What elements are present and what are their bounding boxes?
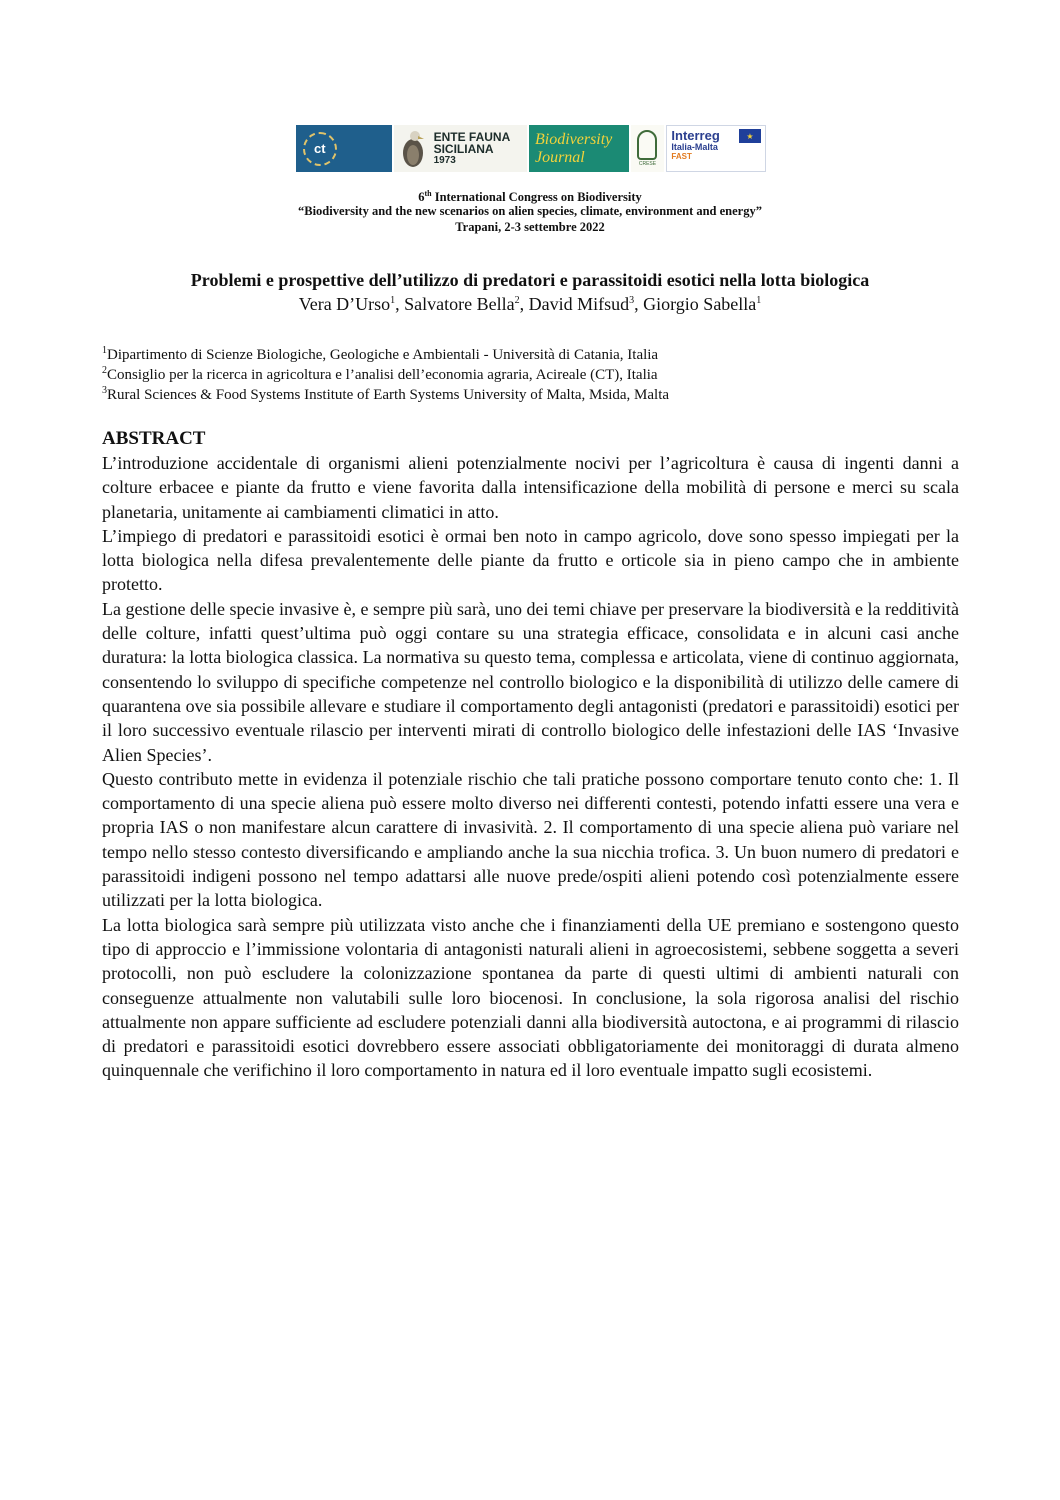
catania-university-logo: [296, 125, 392, 172]
author-separator: ,: [519, 294, 529, 314]
fauna-logo-text: [434, 131, 511, 167]
fauna-line-1: ENTE FAUNA: [433, 129, 511, 144]
biodiversity-journal-logo: [529, 125, 629, 172]
author-name: David Mifsud: [528, 294, 630, 314]
affiliation-text: Rural Sciences & Food Systems Institute of Earth Systems University of Malta, Msida, Malta: [107, 387, 670, 403]
paper-title: Problemi e prospettive dell’utilizzo di predatori e parassitoidi esotici nella lotta biologica: [190, 270, 870, 290]
author-affiliation-mark: 1: [390, 295, 396, 306]
affiliation-3: [102, 381, 669, 405]
author-affiliation-mark: 2: [514, 295, 520, 306]
author-affiliation-mark: 1: [756, 295, 762, 306]
congress-ordinal-suffix: th: [424, 189, 432, 198]
eu-flag-icon: ★: [739, 129, 761, 143]
crest-icon: [637, 130, 657, 160]
affiliation-text: Dipartimento di Scienze Biologiche, Geologiche e Ambientali - Università di Catania, Italia: [107, 347, 659, 363]
vulture-bird-icon: [396, 127, 430, 170]
crese-crest-logo: [631, 125, 665, 172]
abstract-paragraph: La lotta biologica sarà sempre più utilizzata visto anche che i finanziamenti della UE premiano e sostengono questo tipo di approccio e l’immissione volontaria di antagonisti naturali alieni in agroecosistemi, sebbene soggetta a severi protocolli, non può escludere la colonizzazione spontanea da parte di questi ultimi di ambienti naturali con conseguenze attualmente non valutabili sulle loro biocenosi. In conclusione, la sola rigorosa analisi del rischio attualmente non appare sufficiente ad escludere potenziali danni alla biodiversità autoctona, e ai programmi di rilascio di predatori e parassitoidi esotici dovrebbero essere associati obbligatoriamente dei monitoraggi di durata almeno quinquennale che verifichino il loro comportamento in natura ed il loro eventuale impatto sugli ecosistemi.: [102, 914, 959, 1081]
abstract-paragraph: L’impiego di predatori e parassitoidi esotici è ormai ben noto in campo agricolo, dove sono spesso impiegati per la lotta biologica nella difesa prevalentemente delle piante da frutto e orticole sia in pieno campo che in ambiente protetto.: [102, 525, 959, 595]
congress-subtitle: “Biodiversity and the new scenarios on alien species, climate, environment and energy”: [298, 204, 762, 218]
abstract-paragraph: Questo contributo mette in evidenza il potenziale rischio che tali pratiche possono comportare tenuto conto che: 1. Il comportamento di una specie aliena può essere molto diverso nei differenti contesti, potendo infatti essere una vera e propria IAS o non manifestare alcun carattere di invasività. 2. Il comportamento di una specie aliena può variare nel tempo nello stesso contesto diversificando e ampliando anche la sua nicchia trofica. 3. Un buon numero di predatori e parassitoidi indigeni possono nel tempo adattarsi alle nuove prede/ospiti alieni potendo così potenzialmente essere utilizzati per la lotta biologica.: [102, 768, 959, 911]
crest-label: CRESE: [638, 161, 657, 167]
journal-line-1: Biodiversity: [534, 130, 613, 148]
author-list: [0, 290, 1060, 315]
congress-ordinal-number: 6: [418, 190, 425, 205]
fauna-year: 1973: [433, 154, 456, 166]
interreg-italia-malta-logo: [666, 125, 766, 172]
affiliation-text: Consiglio per la ricerca in agricoltura e l’analisi dell’economia agraria, Acireale (CT), Italia: [107, 367, 658, 383]
congress-place-date: Trapani, 2-3 settembre 2022: [455, 220, 605, 234]
author-name: Salvatore Bella: [404, 294, 515, 314]
ct-seal-icon: [303, 132, 337, 166]
abstract-paragraph: L’introduzione accidentale di organismi alieni potenzialmente nocivi per l’agricoltura è causa di ingenti danni a colture erbacee e piante da frutto e viene favorita dalla intensificazione della mobilità di persone e merci su scala planetaria, unitamente ai cambiamenti climatici in atto.: [102, 453, 959, 522]
ct-logo-small-text: [341, 146, 385, 152]
abstract-body: [102, 451, 959, 1083]
interreg-subtitle: Italia-Malta: [671, 142, 718, 152]
author-separator: ,: [634, 294, 644, 314]
affiliation-number: 1: [102, 345, 107, 356]
abstract-paragraph: La gestione delle specie invasive è, e sempre più sarà, uno dei temi chiave per preservare la biodiversità e la redditività delle colture, infatti quest’ultima può oggi contare su una strategia efficace, consolidata e in alcuni casi anche duratura: la lotta biologica classica. La normativa su questo tema, complessa e articolata, viene di continuo aggiornata, consentendo lo sviluppo di specifiche competenze nel controllo biologico e la disponibilità di utilizzo delle camere di quarantena ove sia possibile allevare e studiare il comportamento degli antagonisti (predatori e parassitoidi) esotici per il loro successivo eventuale rilascio per interventi mirati di controllo biologico delle infestazioni delle IAS ‘Invasive Alien Species’.: [102, 598, 959, 765]
author-separator: ,: [395, 294, 405, 314]
congress-name-text: International Congress on Biodiversity: [431, 190, 642, 205]
affiliation-number: 2: [102, 365, 107, 376]
ct-mark: ct: [314, 141, 326, 156]
author-name: Vera D’Urso: [298, 294, 391, 314]
ente-fauna-siciliana-logo: [394, 125, 527, 172]
fauna-line-2: SICILIANA: [433, 141, 494, 156]
journal-line-2: Journal: [534, 148, 585, 166]
interreg-title: Interreg: [671, 128, 720, 143]
author-name: Giorgio Sabella: [643, 294, 757, 314]
logo-banner: [296, 125, 766, 172]
author-affiliation-mark: 3: [629, 295, 635, 306]
interreg-fast: FAST: [671, 152, 692, 161]
affiliation-number: 3: [102, 385, 107, 396]
abstract-heading: ABSTRACT: [102, 428, 206, 449]
